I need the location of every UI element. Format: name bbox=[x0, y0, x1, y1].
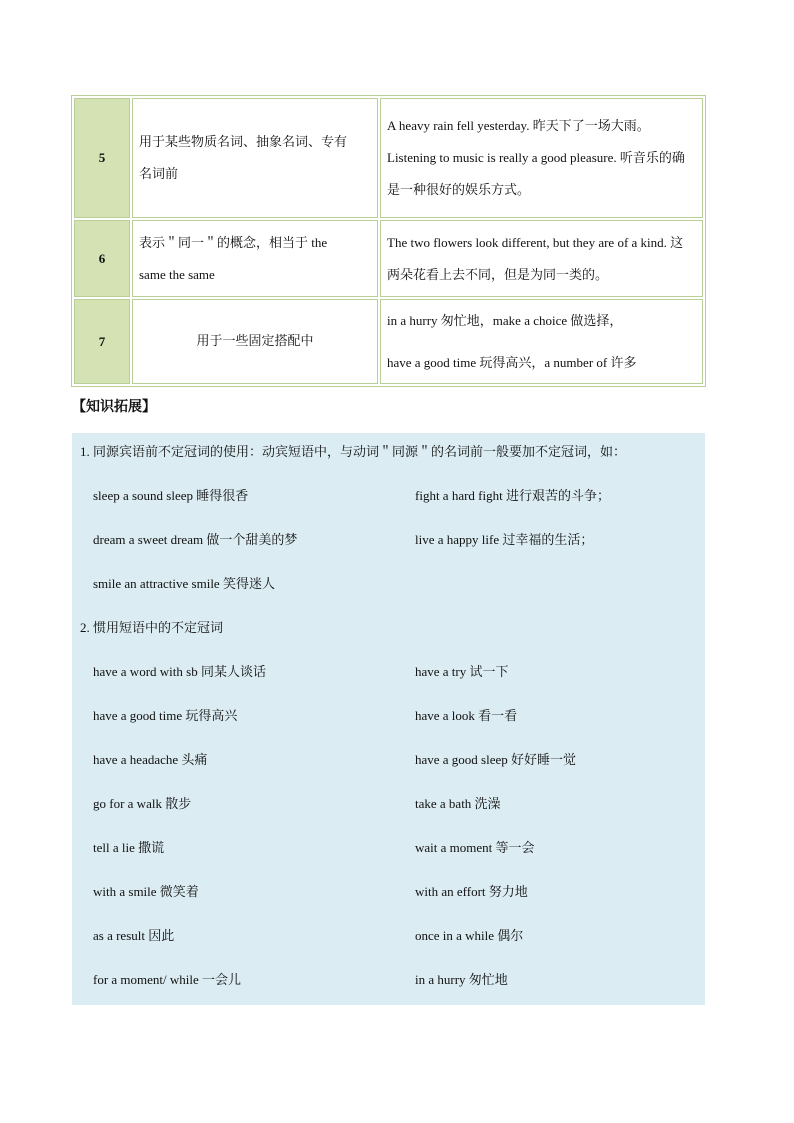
phrase-item: fight a hard fight 进行艰苦的斗争； bbox=[415, 488, 610, 503]
phrase-item: dream a sweet dream 做一个甜美的梦 bbox=[93, 532, 298, 547]
row-number: 6 bbox=[74, 220, 130, 297]
example-line: 是一种很好的娱乐方式。 bbox=[387, 182, 531, 197]
usage-cell bbox=[132, 220, 378, 297]
table-row bbox=[74, 299, 703, 384]
phrase-item: have a good sleep 好好睡一觉 bbox=[415, 752, 577, 767]
usage-line: 用于一些固定搭配中 bbox=[196, 333, 314, 349]
phrase-item: with a smile 微笑着 bbox=[93, 884, 199, 899]
phrase-item: take a bath 洗澡 bbox=[415, 796, 501, 811]
phrase-item: wait a moment 等一会 bbox=[415, 840, 535, 855]
phrase-item: as a result 因此 bbox=[93, 928, 175, 943]
example-cell bbox=[380, 98, 703, 218]
example-cell bbox=[380, 299, 703, 384]
usage-line: 表示＂同一＂的概念，相当于 the bbox=[139, 234, 328, 250]
phrase-item: in a hurry 匆忙地 bbox=[415, 972, 508, 987]
phrase-item: once in a while 偶尔 bbox=[415, 928, 524, 943]
phrase-item: have a word with sb 同某人谈话 bbox=[93, 664, 266, 679]
example-line: 两朵花看上去不同，但是为同一类的。 bbox=[387, 266, 609, 282]
phrase-item: with an effort 努力地 bbox=[415, 884, 528, 899]
phrase-item: go for a walk 散步 bbox=[93, 796, 192, 811]
usage-cell bbox=[132, 98, 378, 218]
example-line: in a hurry 匆忙地，make a choice 做选择， bbox=[387, 312, 623, 328]
example-line: Listening to music is really a good pleasure. 听音乐的确 bbox=[387, 150, 685, 165]
phrase-item: for a moment/ while 一会儿 bbox=[93, 972, 242, 987]
phrase-item: live a happy life 过幸福的生活； bbox=[415, 532, 594, 547]
phrase-item: have a try 试一下 bbox=[415, 664, 509, 679]
example-line: have a good time 玩得高兴，a number of 许多 bbox=[387, 354, 637, 370]
usage-line: 用于某些物质名词、抽象名词、专有 bbox=[139, 134, 348, 149]
knowledge-box bbox=[72, 433, 705, 1005]
usage-table bbox=[71, 95, 706, 387]
example-cell bbox=[380, 220, 703, 297]
usage-cell bbox=[132, 299, 378, 384]
knowledge-heading: 2. 惯用短语中的不定冠词 bbox=[80, 620, 224, 635]
phrase-item: have a headache 头痛 bbox=[93, 752, 208, 767]
usage-line: same the same bbox=[139, 266, 215, 282]
phrase-item: smile an attractive smile 笑得迷人 bbox=[93, 576, 275, 591]
row-number: 7 bbox=[74, 299, 130, 384]
table-row bbox=[74, 98, 703, 218]
phrase-item: have a look 看一看 bbox=[415, 708, 518, 723]
table-row bbox=[74, 220, 703, 297]
section-title: 【知识拓展】 bbox=[72, 399, 156, 415]
usage-line: 名词前 bbox=[139, 166, 179, 181]
row-number: 5 bbox=[74, 98, 130, 218]
phrase-item: tell a lie 撒谎 bbox=[93, 840, 165, 855]
phrase-item: sleep a sound sleep 睡得很香 bbox=[93, 488, 249, 503]
phrase-item: have a good time 玩得高兴 bbox=[93, 708, 238, 723]
example-line: The two flowers look different, but they are of a kind. 这 bbox=[387, 234, 684, 250]
example-line: A heavy rain fell yesterday. 昨天下了一场大雨。 bbox=[387, 118, 650, 133]
knowledge-heading: 1. 同源宾语前不定冠词的使用：动宾短语中，与动词＂同源＂的名词前一般要加不定冠词，如： bbox=[80, 444, 627, 459]
